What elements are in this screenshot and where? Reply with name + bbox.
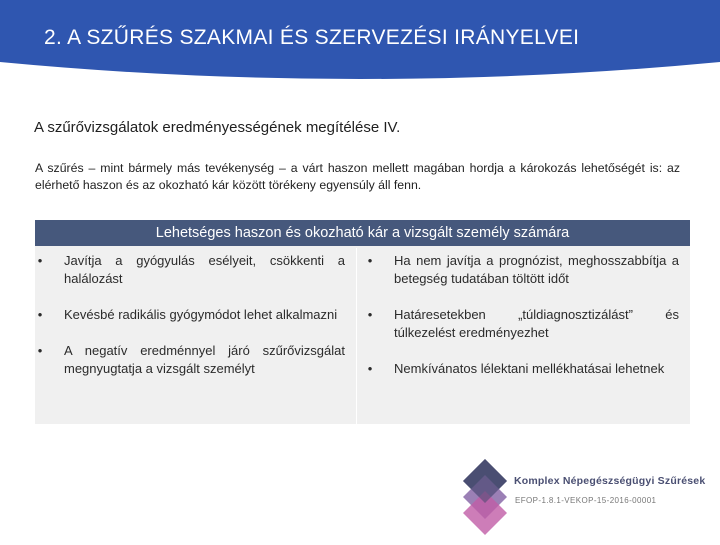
bullet-icon: • bbox=[367, 361, 373, 376]
bullet-icon: • bbox=[367, 307, 373, 322]
intro-paragraph: A szűrés – mint bármely más tevékenység – a várt haszon mellett magában hordja a károkozás lehetőségét is: az elérhető haszon és az okozható kár között törékeny egyensúly áll fenn. bbox=[35, 161, 680, 192]
table-heading: Lehetséges haszon és okozható kár a vizsgált személy számára bbox=[35, 220, 690, 246]
page-title: 2. A SZŰRÉS SZAKMAI ÉS SZERVEZÉSI IRÁNYELVEI bbox=[44, 26, 580, 49]
list-item bbox=[35, 342, 345, 378]
diamond-logo-icon bbox=[455, 455, 515, 540]
bullet-icon: • bbox=[37, 253, 43, 268]
program-logo bbox=[455, 455, 720, 540]
harms-list bbox=[365, 252, 679, 396]
list-item bbox=[35, 306, 345, 324]
bullet-icon: • bbox=[37, 307, 43, 322]
list-item bbox=[365, 306, 679, 342]
section-subtitle: A szűrővizsgálatok eredményességének megítélése IV. bbox=[34, 119, 401, 136]
column-divider bbox=[356, 248, 357, 424]
benefit-text: A negatív eredménnyel járó szűrővizsgálat megnyugtatja a vizsgált személyt bbox=[64, 343, 345, 376]
logo-code: EFOP-1.8.1-VEKOP-15-2016-00001 bbox=[515, 496, 657, 505]
benefit-text: Kevésbé radikális gyógymódot lehet alkalmazni bbox=[64, 307, 338, 322]
list-item bbox=[365, 252, 679, 288]
benefit-text: Javítja a gyógyulás esélyeit, csökkenti a halálozást bbox=[64, 253, 345, 286]
list-item bbox=[35, 252, 345, 288]
harm-text: Nemkívánatos lélektani mellékhatásai lehetnek bbox=[394, 361, 665, 376]
list-item bbox=[365, 360, 679, 378]
benefits-list bbox=[35, 252, 345, 396]
logo-name: Komplex Népegészségügyi Szűrések bbox=[514, 475, 706, 487]
bullet-icon: • bbox=[37, 343, 43, 358]
bullet-icon: • bbox=[367, 253, 373, 268]
harm-text: Ha nem javítja a prognózist, meghosszabbítja a betegség tudatában töltött időt bbox=[394, 253, 679, 286]
benefit-harm-table bbox=[35, 220, 690, 424]
harm-text: Határesetekben „túldiagnosztizálást” és túlkezelést eredményezhet bbox=[394, 307, 679, 340]
